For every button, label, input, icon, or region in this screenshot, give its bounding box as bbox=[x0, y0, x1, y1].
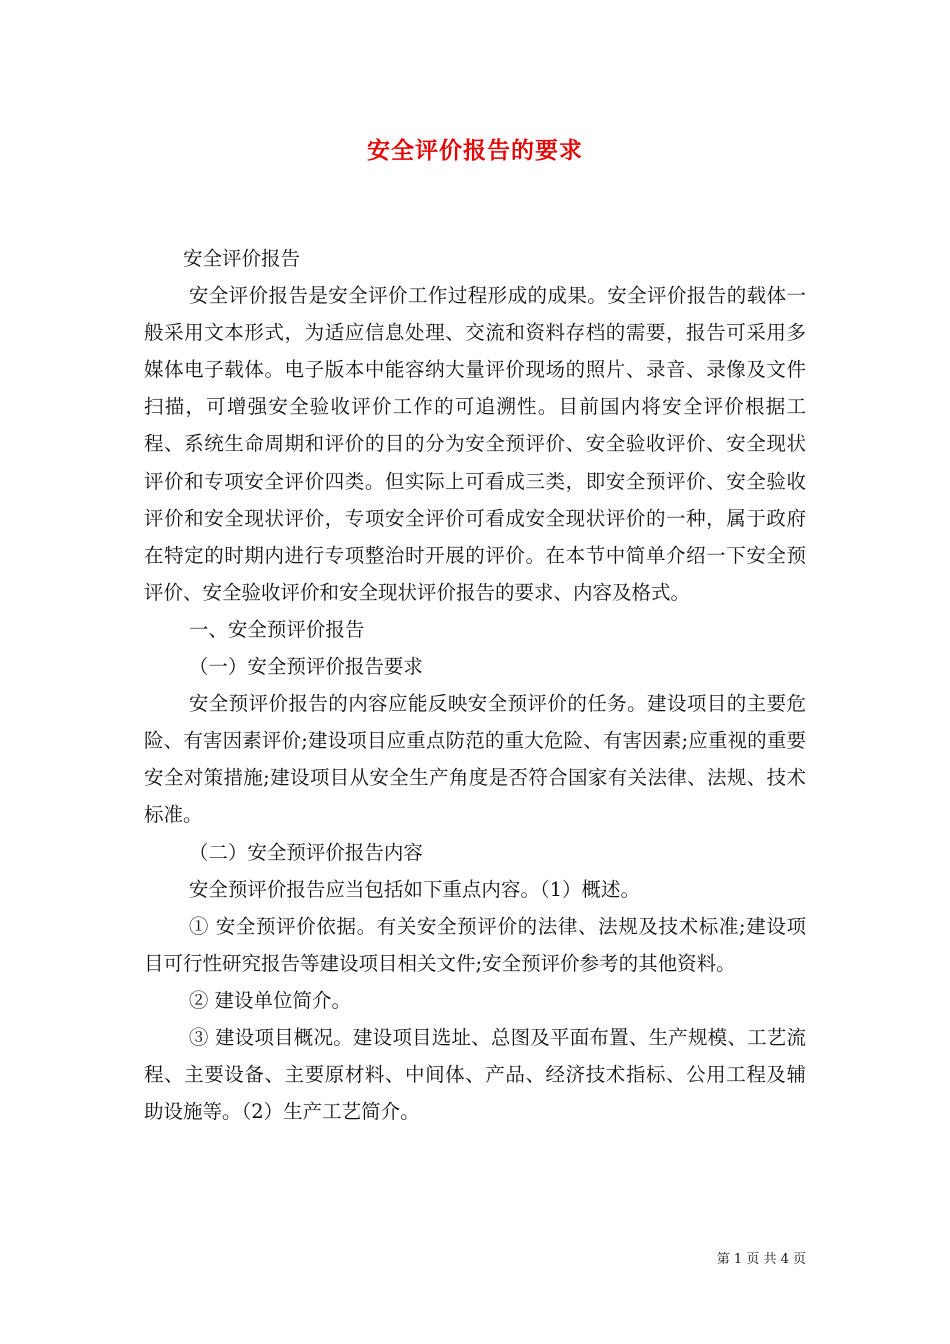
document-title: 安全评价报告的要求 bbox=[367, 137, 583, 164]
subsection-heading-1: （一）安全预评价报告要求 bbox=[188, 655, 423, 679]
paragraph-content-intro: 安全预评价报告应当包括如下重点内容。（1）概述。 bbox=[188, 877, 641, 901]
paragraph-intro: 安全评价报告是安全评价工作过程形成的成果。安全评价报告的载体一般采用文本形式，为适应信息处理、交流和资料存档的需要，报告可采用多媒体电子载体。电子版本中能容纳大量评价现场的照片、录音、录像及文件扫描，可增强安全验收评价工作的可追溯性。目前国内将安全评价根据工程、系统生命周期和评价的目的分为安全预评价、安全验收评价、安全现状评价和专项安全评价四类。但实际上可看成三类，即安全预评价、安全验收评价和安全现状评价，专项安全评价可看成安全现状评价的一种，属于政府在特定的时期内进行专项整治时开展的评价。在本节中简单介绍一下安全预评价、安全验收评价和安全现状评价报告的要求、内容及格式。 bbox=[144, 284, 806, 604]
list-item-basis: ① 安全预评价依据。有关安全预评价的法律、法规及技术标准;建设项目可行性研究报告等建设项目相关文件;安全预评价参考的其他资料。 bbox=[144, 914, 806, 975]
document-body bbox=[144, 240, 806, 1130]
list-item-overview: ③ 建设项目概况。建设项目选址、总图及平面布置、生产规模、工艺流程、主要设备、主要原材料、中间体、产品、经济技术指标、公用工程及辅助设施等。（2）生产工艺简介。 bbox=[144, 1025, 806, 1124]
page-number: 第 1 页 共 4 页 bbox=[716, 1252, 806, 1267]
paragraph-requirements: 安全预评价报告的内容应能反映安全预评价的任务。建设项目的主要危险、有害因素评价;建设项目应重点防范的重大危险、有害因素;应重视的重要安全对策措施;建设项目从安全生产角度是否符合国家有关法律、法规、技术标准。 bbox=[144, 692, 806, 827]
section-heading-1: 一、安全预评价报告 bbox=[188, 617, 365, 641]
section-heading: 安全评价报告 bbox=[183, 247, 301, 270]
subsection-heading-2: （二）安全预评价报告内容 bbox=[188, 840, 423, 864]
list-item-unit: ② 建设单位简介。 bbox=[188, 988, 352, 1012]
